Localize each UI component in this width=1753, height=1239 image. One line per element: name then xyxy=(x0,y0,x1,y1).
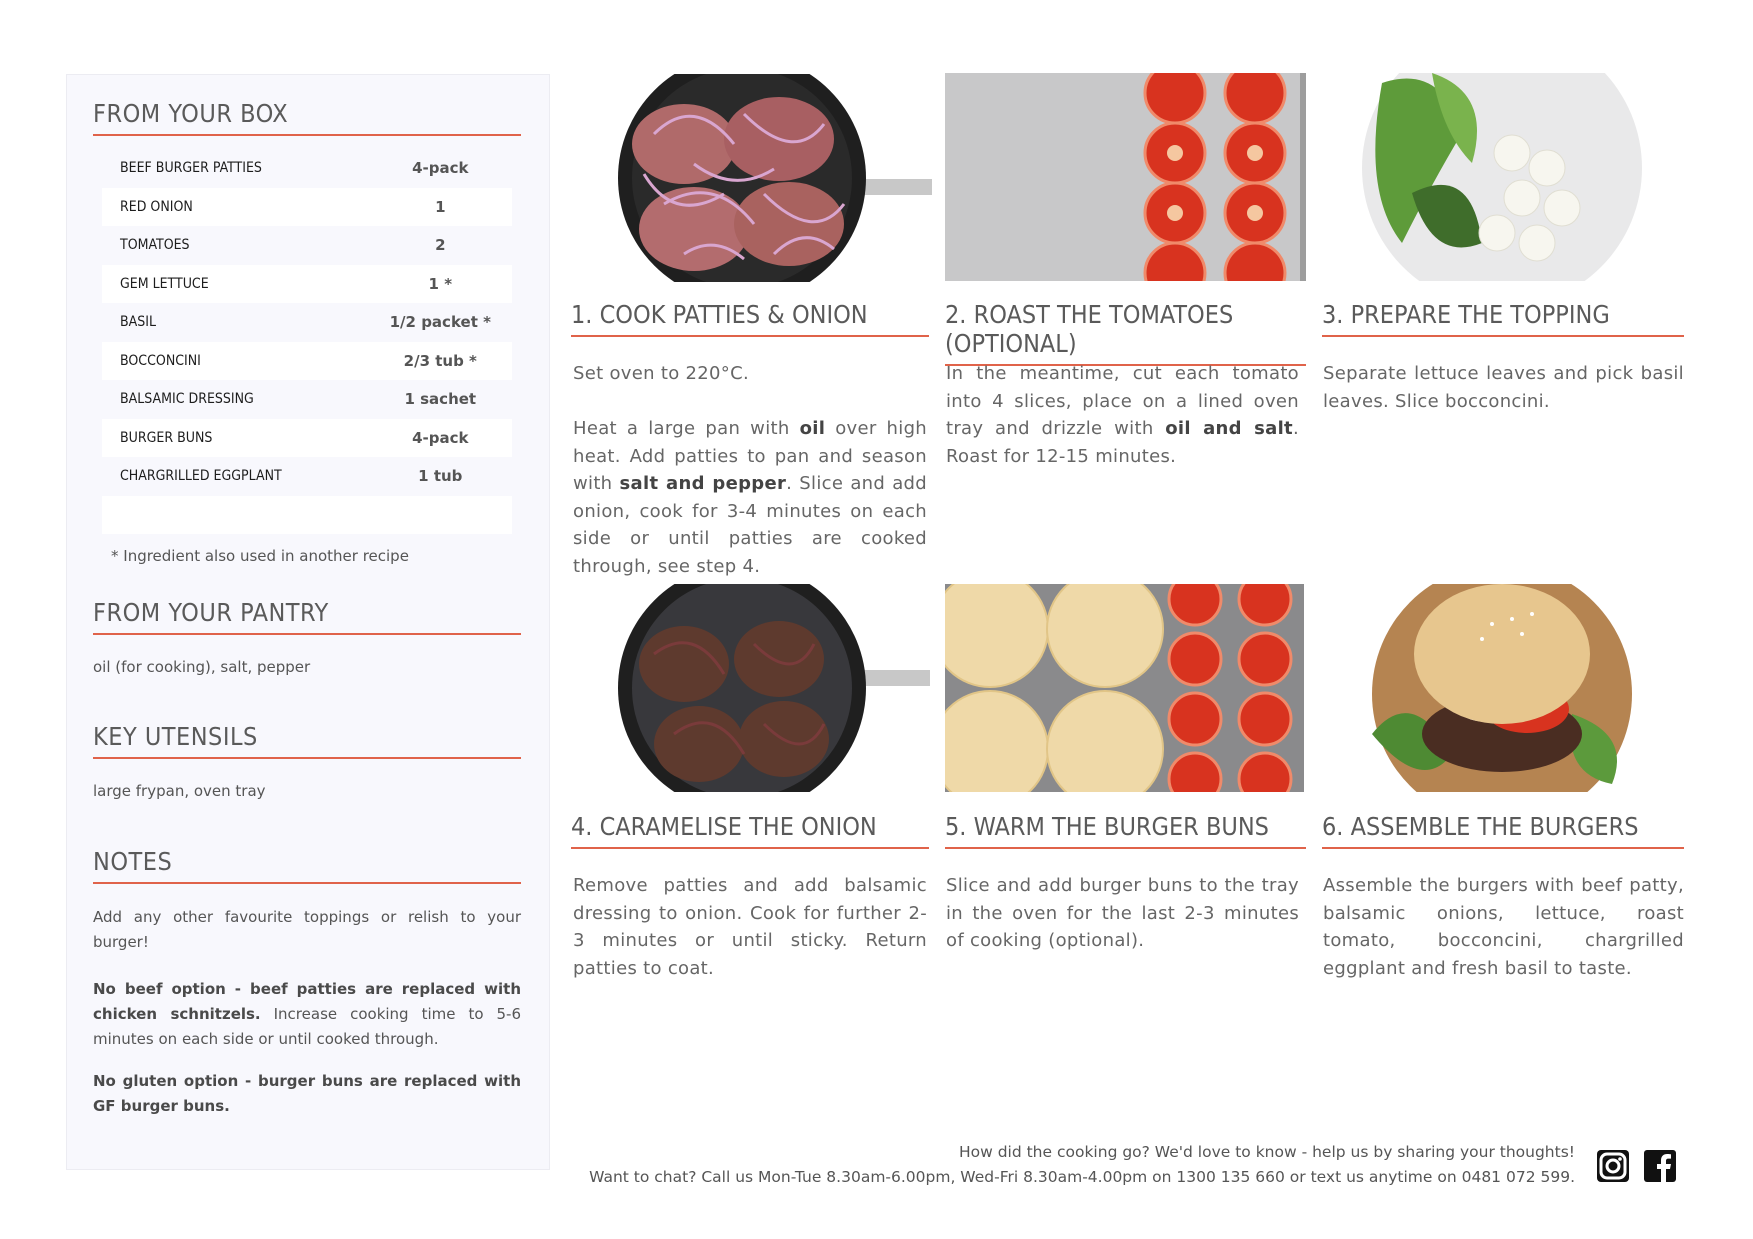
instagram-icon[interactable] xyxy=(1595,1148,1631,1184)
step-6-text xyxy=(1323,872,1684,982)
step-text-segment: Remove patties and add balsamic dressing to onion. Cook for further 2-3 minutes or until sticky. Return patties to coat. xyxy=(573,875,927,979)
feedback-line: How did the cooking go? We'd love to know - help us by sharing your thoughts! xyxy=(958,1143,1575,1161)
step-text-bold: salt and pepper xyxy=(619,473,787,494)
ingredient-row xyxy=(102,303,512,342)
from-your-box-title: FROM YOUR BOX xyxy=(93,99,521,136)
ingredient-name: RED ONION xyxy=(120,198,193,215)
tray-buns-tomatoes-photo xyxy=(945,584,1304,792)
ingredient-quantity: 1/2 packet * xyxy=(389,313,491,332)
step-2-text xyxy=(946,360,1299,470)
ingredient-row xyxy=(102,419,512,458)
ingredient-name: BOCCONCINI xyxy=(120,352,201,369)
ingredient-row xyxy=(102,457,512,496)
ingredient-name: BEEF BURGER PATTIES xyxy=(120,160,262,177)
step-5-text xyxy=(946,872,1299,955)
step-text-segment: Slice and add burger buns to the tray in the oven for the last 2-3 minutes of cooking (optional). xyxy=(946,875,1299,951)
ingredient-row xyxy=(102,149,512,188)
step-1-text xyxy=(573,360,927,580)
ingredient-row xyxy=(102,265,512,304)
step-5-title: 5. WARM THE BURGER BUNS xyxy=(945,812,1306,849)
facebook-icon[interactable] xyxy=(1642,1148,1678,1184)
step-text-segment: Assemble the burgers with beef patty, balsamic onions, lettuce, roast tomato, bocconcini, chargrilled eggplant and fresh basil to taste. xyxy=(1323,875,1684,979)
step-text-bold: oil xyxy=(799,418,826,439)
ingredient-row xyxy=(102,342,512,381)
ingredient-name: BALSAMIC DRESSING xyxy=(120,391,254,408)
notes-no-beef-bold: No beef option - beef patties are replaced with chicken schnitzels. xyxy=(93,980,521,1023)
plated-burger-photo xyxy=(1322,584,1684,792)
ingredient-quantity: 4-pack xyxy=(412,159,469,178)
notes-title: NOTES xyxy=(93,847,521,884)
ingredient-footnote: * Ingredient also used in another recipe xyxy=(111,547,409,565)
step-2-title: 2. ROAST THE TOMATOES (OPTIONAL) xyxy=(945,300,1306,366)
pan-caramelised-onion-photo xyxy=(574,584,930,792)
ingredient-quantity: 1 xyxy=(435,197,446,216)
ingredient-name: BURGER BUNS xyxy=(120,429,213,446)
ingredients-sidebar xyxy=(66,74,550,1170)
from-your-pantry-title: FROM YOUR PANTRY xyxy=(93,598,521,635)
ingredient-quantity: 1 sachet xyxy=(404,390,477,409)
notes-paragraph-2 xyxy=(93,977,521,1052)
ingredient-quantity: 2/3 tub * xyxy=(403,351,477,370)
step-text-segment: over high heat. Add patties to pan and season with xyxy=(573,418,928,494)
notes-paragraph-3 xyxy=(93,1069,521,1119)
step-text-segment: Separate lettuce leaves and pick basil leaves. Slice bocconcini. xyxy=(1323,363,1684,412)
contact-line: Want to chat? Call us Mon-Tue 8.30am-6.00pm, Wed-Fri 8.30am-4.00pm on 1300 135 660 or text us anytime on 0481 072 599. xyxy=(589,1168,1575,1186)
plate-lettuce-basil-bocconcini-photo xyxy=(1322,73,1684,281)
ingredient-row xyxy=(102,226,512,265)
ingredient-quantity: 1 * xyxy=(428,274,453,293)
step-text-segment: . Roast for 12-15 minutes. xyxy=(946,418,1299,467)
ingredient-name: TOMATOES xyxy=(120,237,190,254)
ingredient-name: CHARGRILLED EGGPLANT xyxy=(120,468,282,485)
step-text-segment: Heat a large pan with xyxy=(573,418,800,439)
ingredient-name: BASIL xyxy=(120,314,156,331)
ingredient-quantity: 4-pack xyxy=(412,428,469,447)
step-text-segment: In the meantime, cut each tomato into 4 slices, place on a lined oven tray and drizzle with xyxy=(946,363,1299,439)
step-text-segment: . Slice and add onion, cook for 3-4 minutes on each side or until patties are cooked through, see step 4. xyxy=(573,473,927,577)
step-1-title: 1. COOK PATTIES & ONION xyxy=(571,300,929,337)
ingredient-row xyxy=(102,496,512,535)
step-3-text xyxy=(1323,360,1684,415)
utensils-text: large frypan, oven tray xyxy=(93,782,266,800)
notes-no-beef-rest: Increase cooking time to 5-6 minutes on each side or until cooked through. xyxy=(93,1005,521,1048)
ingredient-quantity: 2 xyxy=(435,236,446,255)
step-text-segment: Set oven to 220°C. xyxy=(573,363,749,384)
step-4-title: 4. CARAMELISE THE ONION xyxy=(571,812,929,849)
step-6-title: 6. ASSEMBLE THE BURGERS xyxy=(1322,812,1684,849)
notes-no-gluten-bold: No gluten option - burger buns are replaced with GF burger buns. xyxy=(93,1072,521,1115)
pantry-text: oil (for cooking), salt, pepper xyxy=(93,658,311,676)
pan-patties-onion-photo xyxy=(574,74,932,282)
key-utensils-title: KEY UTENSILS xyxy=(93,722,521,759)
step-3-title: 3. PREPARE THE TOPPING xyxy=(1322,300,1684,337)
tray-tomatoes-photo xyxy=(945,73,1306,281)
ingredient-name: GEM LETTUCE xyxy=(120,275,209,292)
step-4-text xyxy=(573,872,927,982)
ingredient-row xyxy=(102,188,512,227)
ingredient-quantity: 1 tub xyxy=(418,467,463,486)
notes-paragraph-1: Add any other favourite toppings or relish to your burger! xyxy=(93,908,521,951)
ingredients-table xyxy=(102,149,512,534)
step-text-bold: oil and salt xyxy=(1165,418,1293,439)
ingredient-row xyxy=(102,380,512,419)
